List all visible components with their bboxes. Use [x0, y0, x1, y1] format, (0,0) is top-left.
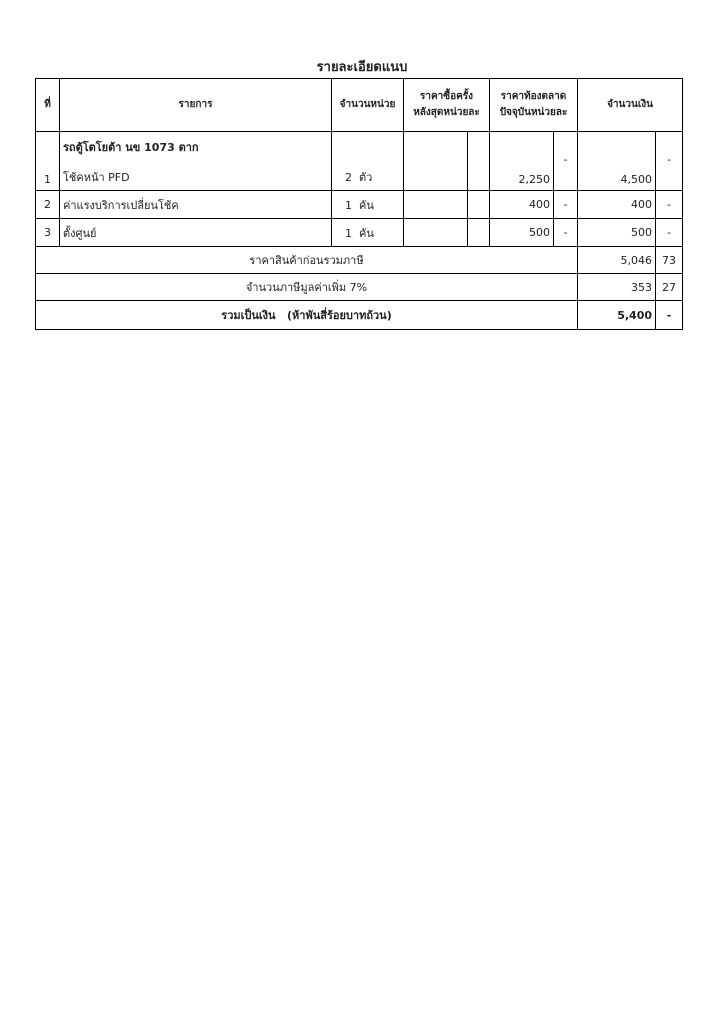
pre-tax-amount: 5,046: [578, 247, 656, 274]
header-amount: จำนวนเงิน: [578, 79, 683, 132]
pre-tax-label: ราคาสินค้าก่อนรวมภาษี: [36, 247, 578, 274]
table-row: [36, 219, 683, 247]
total-label: รวมเป็นเงิน: [221, 309, 276, 322]
header-row: [36, 79, 683, 132]
vat-amount: 353: [578, 274, 656, 301]
group-heading: รถตู้โตโยต้า นข 1073 ตาก: [63, 141, 199, 154]
table-row: [36, 191, 683, 219]
last-price-dec-cell: [468, 219, 490, 247]
market-price: 500: [490, 219, 554, 247]
header-item: รายการ: [60, 79, 332, 132]
header-last-price-line2: หลังสุดหน่วยละ: [413, 107, 480, 118]
last-price-cell: [404, 219, 468, 247]
market-price-dec: -: [554, 132, 578, 191]
table-row: [36, 132, 683, 191]
item-no: 3: [36, 219, 60, 247]
vat-dec: 27: [656, 274, 683, 301]
market-price: 400: [490, 191, 554, 219]
last-price-dec-cell: [468, 132, 490, 191]
header-last-price: [404, 79, 490, 132]
total-row: [36, 301, 683, 330]
item-name: ตั้งศูนย์: [60, 219, 332, 247]
vat-row: [36, 274, 683, 301]
amount: 500: [578, 219, 656, 247]
amount-dec: -: [656, 219, 683, 247]
item-name-cell: [60, 132, 332, 191]
header-market-price: [490, 79, 578, 132]
header-last-price-line1: ราคาซื้อครั้ง: [419, 91, 474, 102]
item-qty-cell: [332, 191, 404, 219]
item-qty: 1: [345, 198, 352, 212]
header-market-price-line1: ราคาท้องตลาด: [500, 91, 567, 102]
last-price-cell: [404, 132, 468, 191]
item-qty: 2: [345, 171, 352, 184]
header-market-price-line2: ปัจจุบันหน่วยละ: [499, 107, 568, 118]
item-unit: ตัว: [359, 171, 373, 184]
detail-table: [35, 78, 683, 330]
item-qty: 1: [345, 226, 352, 240]
pre-tax-dec: 73: [656, 247, 683, 274]
total-words: (ห้าพันสี่ร้อยบาทถ้วน): [287, 309, 392, 322]
item-name: โช้คหน้า PFD: [63, 171, 130, 184]
amount: 4,500: [578, 132, 656, 191]
market-price-dec: -: [554, 191, 578, 219]
item-name: ค่าแรงบริการเปลี่ยนโช้ค: [60, 191, 332, 219]
vat-label: จำนวนภาษีมูลค่าเพิ่ม 7%: [36, 274, 578, 301]
item-unit: คัน: [359, 198, 374, 212]
total-amount: 5,400: [578, 301, 656, 330]
item-qty-cell: [332, 132, 404, 191]
header-qty: จำนวนหน่วย: [332, 79, 404, 132]
header-no: ที่: [36, 79, 60, 132]
total-label-cell: [36, 301, 578, 330]
market-price-dec: -: [554, 219, 578, 247]
pre-tax-row: [36, 247, 683, 274]
item-qty-cell: [332, 219, 404, 247]
item-no: 2: [36, 191, 60, 219]
amount: 400: [578, 191, 656, 219]
total-dec: -: [656, 301, 683, 330]
item-no: 1: [36, 132, 60, 191]
page-title: รายละเอียดแนบ: [316, 60, 408, 75]
last-price-dec-cell: [468, 191, 490, 219]
amount-dec: -: [656, 132, 683, 191]
market-price: 2,250: [490, 132, 554, 191]
amount-dec: -: [656, 191, 683, 219]
last-price-cell: [404, 191, 468, 219]
item-unit: คัน: [359, 226, 374, 240]
